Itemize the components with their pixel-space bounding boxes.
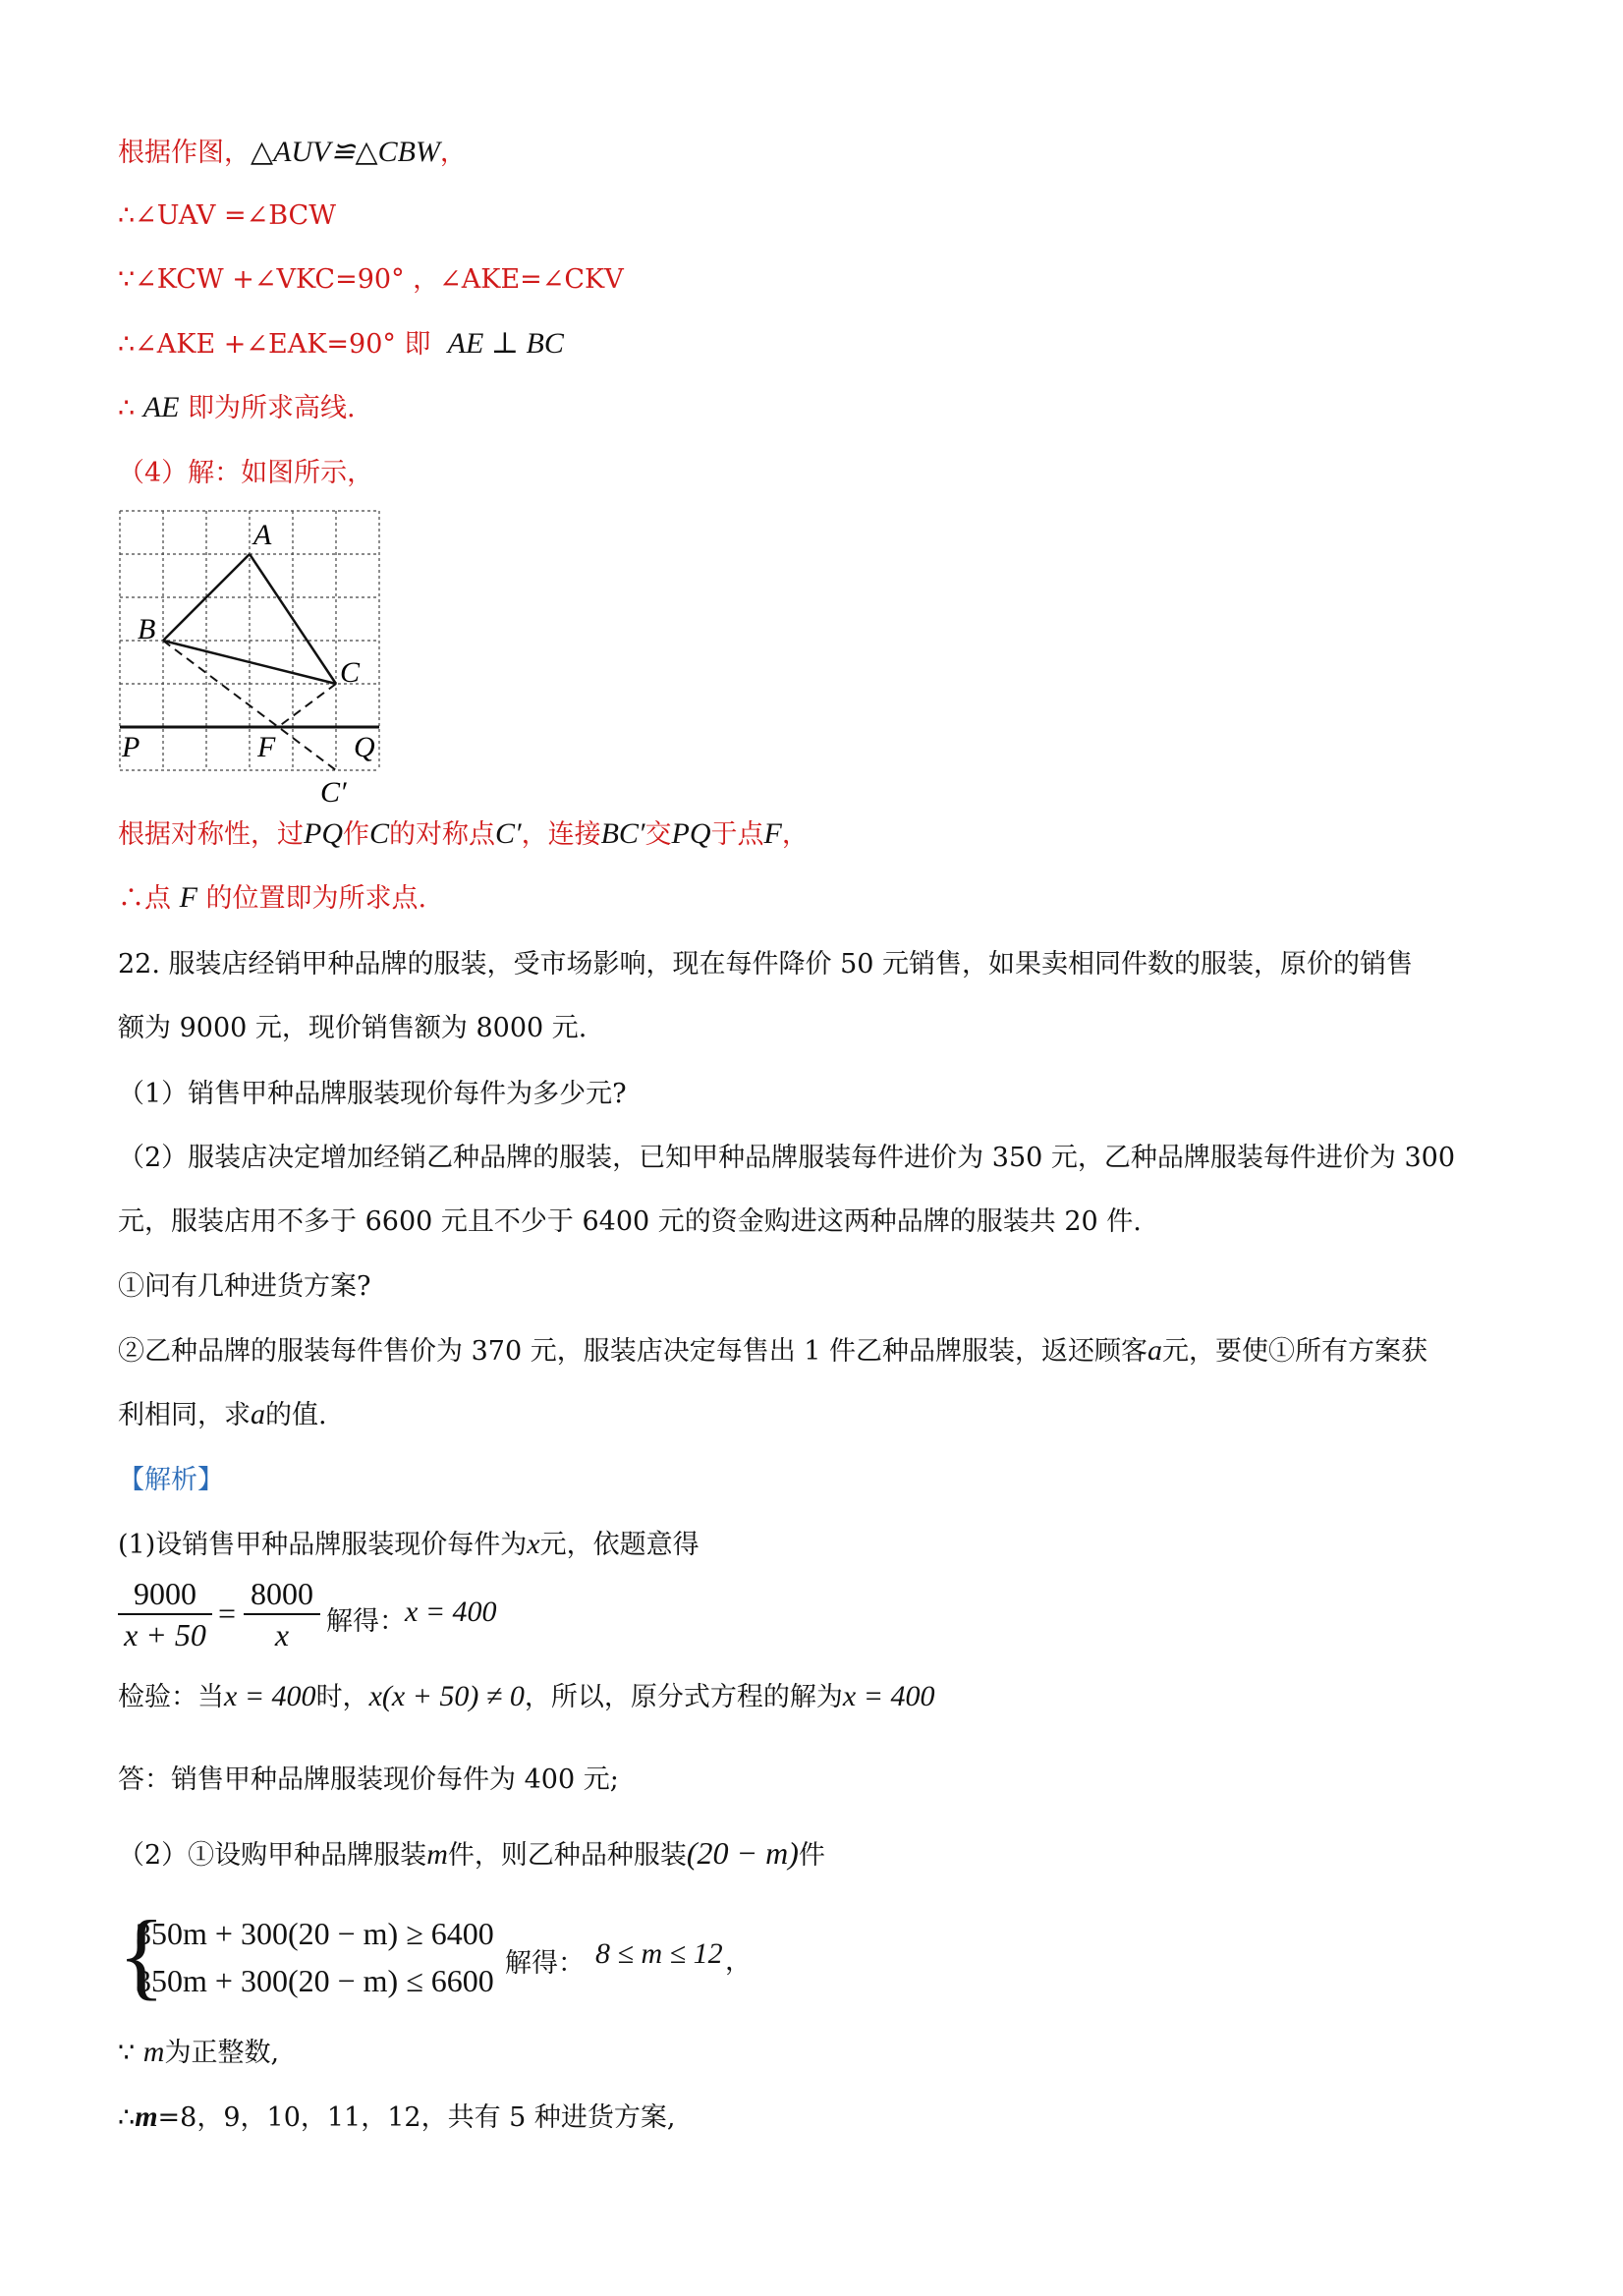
problem22-q1: （1）销售甲种品牌服装现价每件为多少元?: [118, 1079, 627, 1109]
inequality-1: 350m + 300(20 − m) ≥ 6400: [136, 1916, 494, 1951]
math-var: PQ: [304, 817, 343, 850]
part4-line2: [118, 881, 426, 916]
math-var: C: [369, 817, 390, 850]
because-line: [118, 2036, 279, 2070]
math-var: F: [179, 881, 197, 914]
fraction-left: [118, 1574, 212, 1654]
math-var: m: [426, 1838, 448, 1871]
part4-line1: [118, 817, 809, 852]
text: 元，要使①所有方案获: [1162, 1336, 1428, 1367]
text: =8，9，10，11，12，共有 5 种进货方案,: [157, 2102, 676, 2133]
because-symbol: ∵: [118, 2038, 136, 2068]
fraction-equation: [118, 1574, 589, 1664]
equals-sign: =: [218, 1596, 237, 1631]
text: ∴∠AKE +∠EAK=90° 即: [118, 329, 431, 360]
text: ，: [781, 819, 809, 850]
math-var: m: [135, 2100, 158, 2133]
math-var: m: [142, 2036, 165, 2068]
analysis-step1: [118, 1528, 700, 1562]
problem22-q2-2-line1: [118, 1334, 1427, 1369]
math-var: F: [763, 817, 782, 850]
denominator: x: [274, 1617, 290, 1652]
perpendicular-expression: AE ⊥ BC: [447, 327, 564, 360]
solve-label: 解得：: [326, 1606, 406, 1637]
analysis-step2: [118, 1836, 825, 1873]
text: 件，则乙种品种服装: [447, 1840, 687, 1871]
denominator: x + 50: [124, 1617, 206, 1652]
fraction-right: [244, 1574, 320, 1654]
math-expr: (20 − m): [686, 1835, 799, 1871]
part3-line4: [118, 327, 564, 362]
label-A: A: [253, 519, 272, 551]
math-var: a: [251, 1398, 265, 1430]
text: 作: [343, 819, 369, 850]
math-var: AE: [142, 391, 180, 423]
label-B: B: [138, 613, 156, 645]
geometry-figure: [110, 503, 395, 815]
text: 利相同，求: [118, 1400, 251, 1430]
congruence-expression: △AUV≌△CBW: [251, 136, 440, 168]
brace-icon: {: [118, 1900, 165, 2009]
analysis-label: 【解析】: [118, 1465, 224, 1495]
math-expr: x = 400: [224, 1680, 316, 1712]
text: 即为所求高线.: [188, 393, 356, 423]
text: （2）①设购甲种品牌服装: [118, 1840, 427, 1871]
verification-line: [118, 1680, 934, 1714]
therefore-line: [118, 2100, 676, 2135]
part3-line2: ∴∠UAV =∠BCW: [118, 200, 336, 231]
problem22-line2: 额为 9000 元，现价销售额为 8000 元.: [118, 1013, 588, 1043]
math-expr: x = 400: [842, 1680, 935, 1712]
text: ，: [725, 1946, 752, 1977]
label-C-prime: C′: [320, 776, 347, 809]
math-var: C′: [495, 817, 522, 850]
problem22-q2-line2: 元，服装店用不多于 6600 元且不少于 6400 元的资金购进这两种品牌的服装共 20 件.: [118, 1206, 1142, 1237]
label-C: C: [340, 656, 361, 689]
text: 的对称点: [389, 819, 496, 850]
text: 为正整数,: [164, 2038, 280, 2068]
part3-line3: ∵∠KCW +∠VKC=90° ，∠AKE=∠CKV: [118, 264, 624, 295]
text: 于点: [710, 819, 764, 850]
text: 根据对称性，过: [118, 819, 304, 850]
math-var: a: [1147, 1334, 1163, 1367]
text: 元，依题意得: [539, 1530, 700, 1560]
inequality-2: 350m + 300(20 − m) ≤ 6600: [136, 1963, 494, 1998]
problem22-q2-line1: （2）服装店决定增加经销乙种品牌的服装，已知甲种品牌服装每件进价为 350 元，乙种品牌服装每件进价为 300: [118, 1143, 1455, 1173]
text: 根据作图，: [118, 138, 251, 168]
problem22-q2-2-line2: [118, 1398, 327, 1432]
problem22-line1: 22. 服装店经销甲种品牌的服装，受市场影响，现在每件降价 50 元销售，如果卖相同件数的服装，原价的销售: [118, 949, 1414, 980]
math-var: PQ: [671, 817, 711, 850]
text: 时，: [315, 1682, 369, 1712]
math-expr: x(x + 50) ≠ 0: [368, 1680, 525, 1712]
label-P: P: [122, 731, 140, 763]
answer-1: 答：销售甲种品牌服装现价每件为 400 元;: [118, 1764, 619, 1795]
math-var: BC′: [600, 817, 645, 850]
text: 的值.: [265, 1400, 327, 1430]
text: ∴点: [118, 883, 171, 914]
text: ，连接: [521, 819, 601, 850]
solution-range: 8 ≤ m ≤ 12: [595, 1937, 723, 1970]
text: ，: [439, 138, 467, 168]
part3-line1: [118, 136, 467, 170]
text: 件: [798, 1840, 825, 1871]
text: (1)设销售甲种品牌服装现价每件为: [118, 1530, 528, 1560]
therefore-symbol: ∴: [118, 2102, 136, 2133]
text: ②乙种品牌的服装每件售价为 370 元，服装店决定每售出 1 件乙种品牌服装，返还顾客: [118, 1336, 1148, 1367]
text: ，所以，原分式方程的解为: [524, 1682, 843, 1712]
part3-line5: [118, 391, 356, 425]
grid: [120, 511, 379, 770]
text: 检验：当: [118, 1682, 224, 1712]
solve-label: 解得：: [505, 1948, 585, 1979]
math-var: x: [527, 1528, 540, 1560]
inequality-system: [118, 1900, 766, 2014]
numerator: 9000: [134, 1576, 196, 1611]
label-Q: Q: [354, 731, 375, 763]
text: 的位置即为所求点.: [205, 883, 427, 914]
numerator: 8000: [251, 1576, 313, 1611]
therefore-symbol: ∴: [118, 393, 136, 423]
text: 交: [644, 819, 672, 850]
label-F: F: [257, 731, 276, 763]
part4-heading: （4）解：如图所示，: [118, 458, 374, 488]
solution: x = 400: [405, 1596, 497, 1628]
problem22-q2-1: ①问有几种进货方案?: [118, 1271, 371, 1302]
